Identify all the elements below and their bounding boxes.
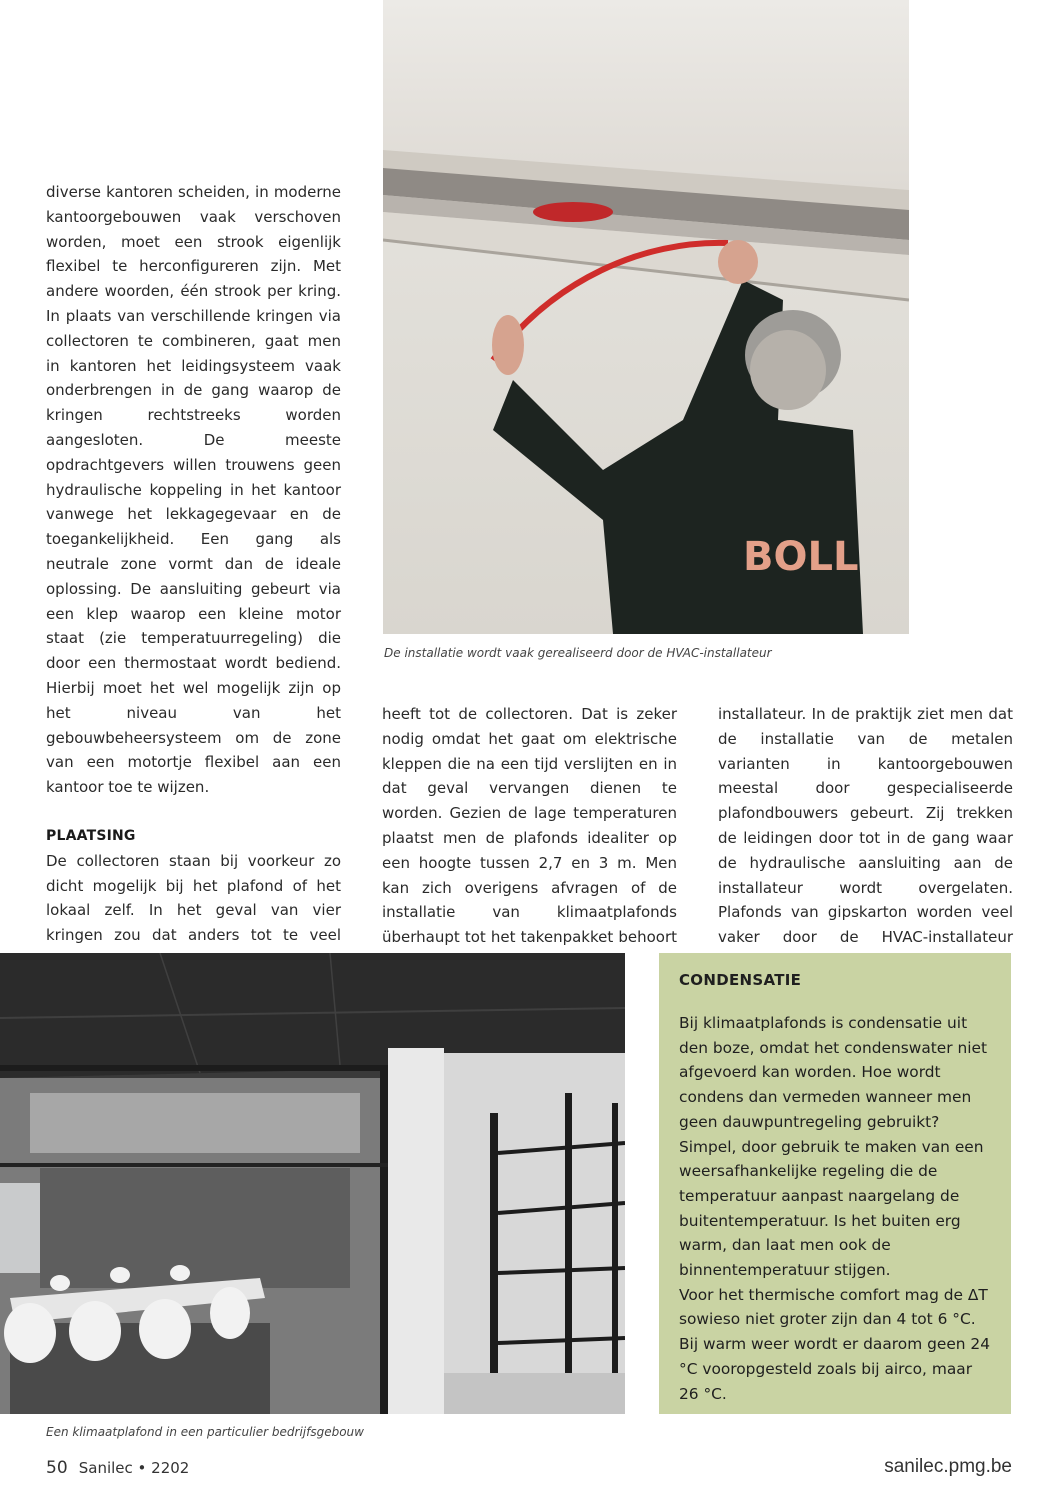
- footer-page-info: [46, 1458, 189, 1478]
- installer-photo: [383, 0, 909, 634]
- article-column-2: [382, 702, 677, 975]
- column1-paragraph-2: De collectoren staan bij voorkeur zo dicht mogelijk bij het plafond of het lokaal zelf. In het geval van vier kringen zou dat anders tot te veel: [46, 851, 341, 945]
- column3-text: installateur. In de praktijk ziet men dat de installatie van de metalen varianten in kantoorgebouwen meestal door gespecialiseerde plafondbouwers gebeurt. Zij trekken de leidingen door tot in de gang waar de hydraulische aansluiting aan de installateur wordt overgelaten. Plafonds van gipskarton worden veel vaker door de HVAC-installateur: [718, 705, 1013, 947]
- column2-text: heeft tot de collectoren. Dat is zeker nodig omdat het gaat om elektrische kleppen die na een tijd verslijten en in dat geval vervangen dienen te worden. Gezien de lage temperaturen plaatst men de plafonds idealiter op een hoogte tussen 2,7 en 3 m. Men kan zich overigens afvragen of de installatie van klimaatplafonds überhaupt tot het takenpakket behoort: [382, 705, 677, 947]
- sidebar-title: CONDENSATIE: [679, 971, 802, 989]
- sweater-logo: BOLL: [743, 534, 859, 580]
- installer-illustration: [383, 0, 909, 634]
- footer-website-link[interactable]: sanilec.pmg.be: [884, 1456, 1012, 1477]
- office-illustration: [0, 953, 625, 1414]
- office-photo: [0, 953, 625, 1414]
- photo-caption-office: Een klimaatplafond in een particulier bedrijfsgebouw: [46, 1425, 364, 1439]
- photo-caption-installer: De installatie wordt vaak gerealiseerd door de HVAC-installateur: [384, 646, 772, 660]
- sidebar-body: Bij klimaatplafonds is condensatie uit den boze, omdat het condenswater niet afgevoerd kan worden. Hoe wordt condens dan vermeden wanneer men geen dauwpuntregeling gebruikt? Simpel, door gebruik te maken van een weersafhankelijke regeling die de temperatuur aanpast naargelang de buitentemperatuur. Is het buiten erg warm, dan laat men ook de binnentemperatuur stijgen. Voor het thermische comfort mag de ΔT sowieso niet groter zijn dan 4 tot 6 °C. Bij warm weer wordt er daarom geen 24 °C vooropgesteld zoals bij airco, maar 26 °C.: [679, 1014, 991, 1403]
- article-column-1: [46, 180, 341, 1047]
- column1-paragraph-1: diverse kantoren scheiden, in moderne kantoorgebouwen vaak verschoven worden, moet een strook eigenlijk flexibel te herconfigureren zijn. Met andere woorden, één strook per kring. In plaats van verschillende kringen via collectoren te combineren, gaat men in kantoren het leidingsysteem vaak onderbrengen in de gang waarop de kringen rechtstreeks worden aangesloten. De meeste opdrachtgevers willen trouwens geen hydraulische koppeling in het kantoor vanwege het lekkagegevaar en de toegankelijkheid. Een gang als neutrale zone vormt dan de ideale oplossing. De aansluiting gebeurt via een klep waarop een kleine motor staat (zie temperatuurregeling) die door een thermostaat wordt bediend. Hierbij moet het wel mogelijk zijn op het niveau van het gebouwbeheersysteem om de zone van een motortje flexibel aan een kantoor toe te wijzen.: [46, 183, 341, 797]
- page-number: 50: [46, 1458, 68, 1478]
- section-heading-plaatsing: PLAATSING: [46, 827, 136, 844]
- publication-issue: Sanilec • 2202: [78, 1459, 190, 1477]
- condensatie-sidebar: [659, 953, 1011, 1414]
- article-column-3: [718, 702, 1013, 975]
